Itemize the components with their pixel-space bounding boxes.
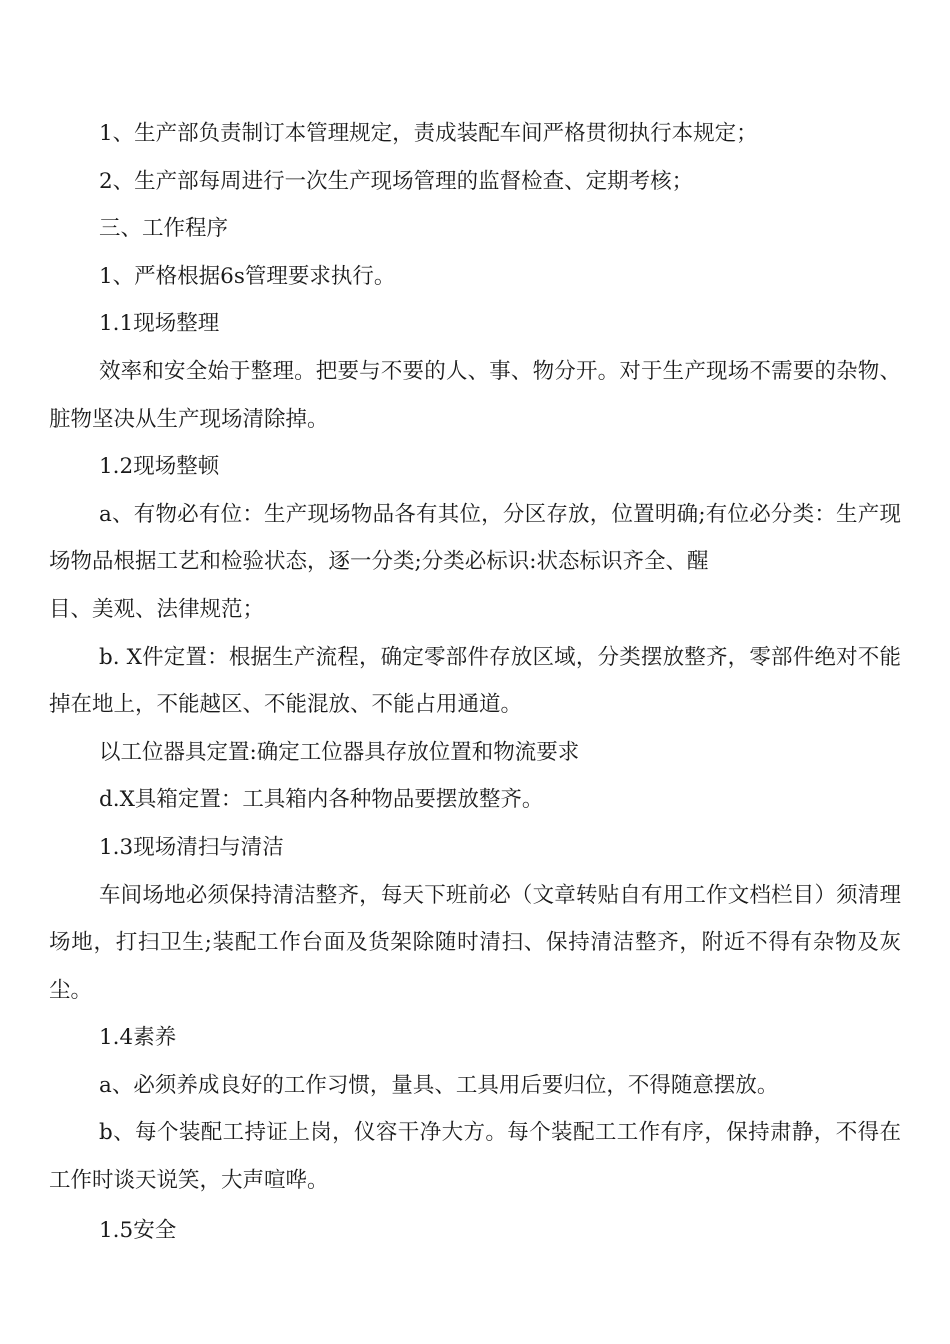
document-body: [49, 110, 901, 1254]
paragraph-cleaning: 车间场地必须保持清洁整齐，每天下班前必（文章转贴自有用工作文档栏目）须清理场地，打扫卫生;装配工作台面及货架除随时清扫、保持清洁整齐，附近不得有杂物及灰尘。: [49, 882, 901, 1003]
paragraph-station-fixtures: 以工位器具定置:确定工位器具存放位置和物流要求: [99, 739, 580, 765]
paragraph-setting-in-order-a: a、有物必有位：生产现场物品各有其位，分区存放，位置明确;有位必分类：生产现场物品根据工艺和检验状态，逐一分类;分类必标识:状态标识齐全、醒: [49, 501, 901, 575]
paragraph-setting-in-order-b: b. X件定置：根据生产流程，确定零部件存放区域，分类摆放整齐，零部件绝对不能掉在地上，不能越区、不能混放、不能占用通道。: [49, 644, 901, 718]
paragraph-responsibility-2: 2、生产部每周进行一次生产现场管理的监督检查、定期考核；: [99, 168, 694, 194]
paragraph-6s-requirement: 1、严格根据6s管理要求执行。: [99, 263, 396, 289]
paragraph-discipline-a: a、必须养成良好的工作习惯，量具、工具用后要归位，不得随意摆放。: [99, 1072, 779, 1098]
subheading-1-4: 1.4素养: [99, 1025, 177, 1051]
section-heading-work-procedure: 三、工作程序: [99, 216, 229, 242]
paragraph-toolbox: d.X具箱定置：工具箱内各种物品要摆放整齐。: [99, 787, 544, 813]
paragraph-discipline-b: b、每个装配工持证上岗，仪容干净大方。每个装配工工作有序，保持肃静，不得在工作时谈天说笑，大声喧哗。: [49, 1120, 901, 1194]
subheading-1-1: 1.1现场整理: [99, 311, 220, 337]
paragraph-setting-in-order-a-cont: 目、美观、法律规范；: [49, 596, 265, 622]
subheading-1-5: 1.5安全: [99, 1217, 177, 1243]
paragraph-sorting: 效率和安全始于整理。把要与不要的人、事、物分开。对于生产现场不需要的杂物、脏物坚决从生产现场清除掉。: [49, 358, 901, 432]
subheading-1-2: 1.2现场整顿: [99, 454, 220, 480]
paragraph-responsibility-1: 1、生产部负责制订本管理规定，责成装配车间严格贯彻执行本规定；: [99, 121, 758, 146]
subheading-1-3: 1.3现场清扫与清洁: [99, 834, 284, 860]
